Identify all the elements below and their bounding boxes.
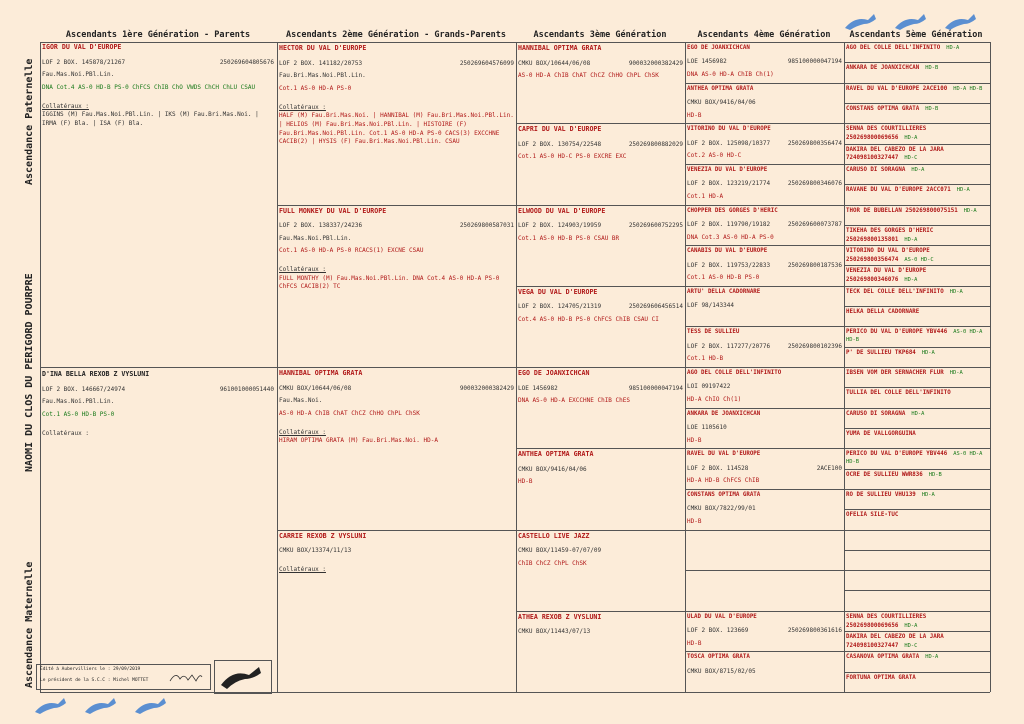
gen5-name: RO DE SULLIEU VHU139 [846, 491, 916, 498]
gen5-tests: HD-B [928, 471, 942, 478]
gen2-name: CARRIE REXOB Z VYSLUNI [279, 531, 367, 540]
gen3-tests: Cot.1 AS-0 HD-B PS-0 CSAU BR [518, 234, 620, 242]
gen2-collat [279, 566, 514, 575]
gen5-name: VENEZIA DU VAL D'EUROPE 250269800346076 [846, 268, 927, 284]
gen4-tests: Cot.2 AS-0 HD-C [687, 152, 742, 160]
gen2-reg: CMKU BOX/13374/11/13 [279, 547, 352, 555]
gen4-reg: LOF 2 BOX. 125098/10377 [687, 139, 771, 147]
gen5-tests: HD-A [946, 45, 960, 51]
gen4-reg: LOF 98/143344 [687, 302, 734, 310]
gen5-cell-17 [846, 389, 988, 405]
gen4-chip: 985100000047194 [787, 58, 842, 66]
gen2-reg-row [279, 547, 514, 556]
gen3-cell-3 [518, 288, 683, 365]
gen4-reg: LOF 2 BOX. 123669 [687, 627, 749, 635]
gen4-name: CHOPPER DES GORGES D'HERIC [687, 207, 778, 214]
gen2-desc: Fau.Mas.Noi.PBl.Lin. [279, 234, 352, 242]
gen3-reg-row [518, 466, 683, 475]
gen2-tests: AS-0 HD-A ChIB ChAT ChCZ ChHO ChPL ChSK [279, 409, 420, 417]
gen5-cell-2 [846, 85, 988, 101]
gen5-cell-7 [846, 186, 988, 202]
gen1-dam-name: D'INA BELLA REXOB Z VYSLUNI [42, 370, 150, 378]
gen3-reg: LOF 2 BOX. 124705/21319 [518, 303, 602, 311]
gen5-tests: HD-A [921, 491, 935, 498]
gen5-name: AGO DEL COLLE DELL'INFINITO [846, 45, 941, 51]
gen1-sire-tests: DNA Cot.4 AS-0 HD-B PS-0 ChFCS ChIB ChO VWDS ChCH ChLU CSAU [42, 83, 256, 91]
gen4-reg-row [687, 221, 842, 230]
gen2-name: FULL MONKEY DU VAL D'EUROPE [279, 206, 387, 215]
gen5-cell-3 [846, 105, 988, 121]
gen5-tests: HD-C [904, 642, 918, 649]
gen5-name: SENNA DES COURTILLIERES 250269800069656 [846, 126, 927, 142]
gen2-cell-2 [279, 369, 514, 528]
gen3-cell-4 [518, 369, 683, 446]
gen3-chip: 985100000047194 [628, 384, 683, 392]
gen5-name: DAKIRA DEL CABEZO DE LA JARA 724098100327447 [846, 146, 944, 162]
gen5-name: SENNA DES COURTILLIERES 250269800069656 [846, 613, 927, 629]
gen4-cell-15 [687, 653, 842, 690]
gen2-collat-text: HIRAM OPTIMA GRATA (M) Fau.Bri.Mas.Noi. HD-A [279, 437, 438, 445]
gen4-tests: Cot.1 HD-B [687, 355, 724, 363]
gen1-sire-collat-label: Collatéraux : [42, 102, 89, 110]
side-label-paternal: Ascendance Paternelle [24, 58, 35, 185]
gen5-name: TULLIA DEL COLLE DELL'INFINITO [846, 390, 951, 397]
gen2-collat [279, 429, 514, 446]
gen2-tests: Cot.1 AS-0 HD-A PS-0 [279, 84, 352, 92]
gen5-cell-16 [846, 369, 988, 385]
gen5-tests: HD-A [911, 410, 925, 417]
gen4-reg-row [687, 383, 842, 392]
gen5-tests: HD-A [925, 654, 939, 661]
gen4-cell-1 [687, 85, 842, 122]
gen5-name: ANKARA DE JOANXICHCAN [846, 65, 920, 72]
gen5-cell-11 [846, 267, 988, 283]
gen5-cell-18 [846, 410, 988, 426]
gen5-name: THOR DE BUBELLAN 250269800075151 [846, 207, 958, 214]
gen3-tests: AS-0 HD-A ChIB ChAT ChCZ ChHO ChPL ChSK [518, 72, 659, 80]
gen4-tests: HD-A ChIO Ch(1) [687, 396, 742, 404]
gen5-cell-15 [846, 349, 988, 365]
gen5-name: CASANOVA OPTIMA GRATA [846, 654, 920, 661]
gen2-chip: 250269604576099 [459, 59, 514, 67]
gen5-cell-13 [846, 308, 988, 324]
gen4-name: ANTHEA OPTIMA GRATA [687, 85, 754, 92]
gen4-cell-8 [687, 369, 842, 406]
signature-icon [168, 669, 204, 685]
gen4-chip: 250269800102396 [787, 342, 842, 350]
gen3-reg: CMKU BOX/9416/04/06 [518, 465, 587, 473]
gen5-cell-21 [846, 471, 988, 487]
gen4-tests: DNA Cot.3 AS-0 HD-A PS-0 [687, 233, 774, 241]
gen3-reg: CMKU BOX/11443/07/13 [518, 628, 591, 636]
gen3-tests: Cot.1 AS-0 HD-C PS-0 EXCRE EXC [518, 153, 627, 161]
gen5-tests: HD-B [925, 65, 939, 72]
gen4-tests: HD-B [687, 639, 702, 647]
gen1-dam-reg: LOF 2 BOX. 146667/24974 [42, 385, 126, 393]
gen2-desc: Fau.Bri.Mas.Noi.PBl.Lin. [279, 72, 366, 80]
gen4-reg: LOF 2 BOX. 117277/20776 [687, 342, 771, 350]
gen2-reg: LOF 2 BOX. 141182/20753 [279, 59, 363, 67]
gen4-cell-9 [687, 410, 842, 447]
gen4-tests: HD-B [687, 436, 702, 444]
gen5-name: TECK DEL COLLE DELL'INFINITO [846, 288, 944, 295]
gen1-sire-collat-text: IGGINS (M) Fau.Mas.Noi.PBl.Lin. | IKS (M) Fau.Bri.Mas.Noi. | IRMA (F) Bla. | ISA (F) Bla. [42, 111, 259, 127]
gen3-reg-row [518, 385, 683, 394]
gen4-name: TOSCA OPTIMA GRATA [687, 654, 750, 661]
gen4-cell-2 [687, 125, 842, 162]
gen5-name: DAKIRA DEL CABEZO DE LA JARA 724098100327447 [846, 634, 944, 649]
gen5-name: CARUSO DI SORAGNA [846, 410, 906, 417]
gen3-cell-6 [518, 532, 683, 609]
gen5-name: OFELIA SILE-TUC [846, 512, 899, 519]
gen5-name: IBSEN VOM DER SERNACHER FLUR [846, 370, 944, 376]
gen4-tests: HD-A HD-B ChFCS ChIB [687, 477, 760, 485]
gen1-dam-collat-label: Collatéraux : [42, 429, 89, 437]
gen4-name: CONSTANS OPTIMA GRATA [687, 491, 761, 498]
gen2-tests: Cot.1 AS-0 HD-A PS-0 RCACS(1) EXCNE CSAU [279, 247, 424, 255]
gen5-tests: HD-A HD-B [953, 85, 983, 92]
gen5-cell-10 [846, 247, 988, 263]
gen5-cell-20 [846, 450, 988, 466]
gen2-collat [279, 266, 514, 292]
gen3-reg: CMKU BOX/10644/06/08 [518, 59, 591, 67]
gen5-name: VITORINO DU VAL D'EUROPE 250269800356474 [846, 248, 930, 263]
gen2-reg-row [279, 222, 514, 231]
gen5-tests: HD-B [925, 105, 939, 112]
gen5-cell-0 [846, 44, 988, 60]
gen2-collat-text: FULL MONTHY (M) Fau.Mas.Noi.PBl.Lin. DNA Cot.4 AS-0 HD-A PS-0 ChFCS CACIB(2) TC [279, 274, 500, 291]
gen3-name: EGO DE JOANXICHCAN [518, 369, 590, 377]
gen2-desc: Fau.Mas.Noi. [279, 397, 323, 405]
gen4-cell-7 [687, 328, 842, 365]
gen3-reg-row [518, 60, 683, 69]
gen3-chip: 250269606456514 [628, 303, 683, 311]
gen5-name: HELKA DELLA CADORNARE [846, 309, 920, 316]
gen3-chip: 250269800882029 [628, 140, 683, 148]
gen5-tests: HD-A [956, 187, 970, 194]
gen3-cell-7 [518, 613, 683, 690]
gen3-reg-row [518, 628, 683, 637]
gen4-reg: LOI 09197422 [687, 383, 731, 391]
gen5-cell-14 [846, 328, 988, 344]
gen2-collat-text: HALF (M) Fau.Bri.Mas.Noi. | HANNIBAL (M) Fau.Bri.Mas.Noi.PBl.Lin. | HELIOS (M) Fau.Bri.Mas.Noi.PBl.Lin. | HISTOIRE (F) Fau.Bri.Mas.Noi.PBl.Lin. Cot.1 AS-0 HD-A PS-0 CACS(3) EXCCHNE CACIB(2) | HYSIS (F) Fau.Bri.Mas.Noi.PBl.Lin. CSAU [279, 112, 514, 146]
gen4-name: AGO DEL COLLE DELL'INFINITO [687, 370, 782, 376]
gen2-collat-label: Collatéraux : [279, 565, 326, 573]
gen4-chip: 250269800361616 [787, 627, 842, 635]
gen4-reg: LOF 2 BOX. 123219/21774 [687, 180, 771, 188]
gen3-name: HANNIBAL OPTIMA GRATA [518, 44, 602, 52]
gen4-name: ARTU' DELLA CADORNARE [687, 288, 761, 295]
gen4-reg: CMKU BOX/8715/02/05 [687, 667, 756, 675]
gen4-reg: CMKU BOX/9416/04/06 [687, 99, 756, 107]
gen3-name: ANTHEA OPTIMA GRATA [518, 450, 594, 459]
side-label-subject: NAOMI DU CLOS DU PERIGORD POURPRE [24, 273, 35, 472]
gen1-dam-desc: Fau.Mas.Noi.PBl.Lin. [42, 398, 115, 406]
gen5-cell-30 [846, 653, 988, 669]
gen5-cell-22 [846, 491, 988, 507]
gen5-name: TIKEHA DES GORGES D'HERIC 250269800135801 [846, 227, 934, 243]
gen4-cell-11 [687, 491, 842, 528]
gen5-cell-19 [846, 430, 988, 446]
gen3-cell-5 [518, 450, 683, 527]
header-gen1: Ascendants 1ère Génération - Parents [65, 30, 251, 40]
gen4-name: VITORINO DU VAL D'EUROPE [687, 126, 771, 133]
gen5-tests: HD-A [949, 288, 963, 295]
gen3-reg-row [518, 547, 683, 556]
gen5-name: CARUSO DI SORAGNA [846, 166, 906, 173]
gen5-cell-28 [846, 613, 988, 629]
gen4-name: EGO DE JOANXICHCAN [687, 45, 750, 51]
gen5-cell-8 [846, 207, 988, 223]
scc-dog-icon [215, 661, 271, 693]
gen4-reg-row [687, 505, 842, 514]
gen3-reg-row [518, 141, 683, 150]
gen4-reg-row [687, 627, 842, 636]
gen2-collat-label: Collatéraux : [279, 266, 326, 274]
gen2-collat [279, 104, 514, 147]
gen4-tests: HD-B [687, 517, 702, 525]
gen4-reg: LOF 2 BOX. 119753/22833 [687, 261, 771, 269]
gen5-cell-5 [846, 146, 988, 162]
gen4-reg: CMKU BOX/7822/99/01 [687, 505, 756, 513]
gen3-name: CAPRI DU VAL D'EUROPE [518, 125, 602, 134]
gen5-cell-25 [846, 552, 988, 568]
gen4-chip: 250269600073787 [787, 220, 842, 228]
gen4-cell-10 [687, 450, 842, 487]
gen5-cell-4 [846, 125, 988, 141]
gen5-name: P' DE SULLIEU TKP684 [846, 349, 916, 356]
gen4-cell-6 [687, 288, 842, 325]
gen5-cell-23 [846, 511, 988, 527]
gen1-sire-name: IGOR DU VAL D'EUROPE [42, 43, 122, 51]
gen3-tests: ChIB ChCZ ChPL ChSK [518, 559, 587, 567]
gen4-cell-3 [687, 166, 842, 203]
gen5-name: CONSTANS OPTIMA GRATA [846, 105, 920, 112]
gen4-reg: LOE 1456982 [687, 58, 727, 66]
gen2-cell-0 [279, 44, 514, 203]
gen5-tests: HD-A [904, 236, 918, 243]
gen2-reg-row [279, 60, 514, 69]
gen5-name: RAVEL DU VAL D'EUROPE 2ACE100 [846, 85, 948, 92]
gen4-name: RAVEL DU VAL D'EUROPE [687, 451, 761, 458]
gen2-reg: CMKU BOX/10644/06/08 [279, 384, 352, 392]
gen5-tests: AS-0 HD-A HD-B [846, 451, 983, 466]
gen2-reg: LOF 2 BOX. 138337/24236 [279, 222, 363, 230]
header-gen5: Ascendants 5ème Génération [849, 30, 983, 40]
gen4-cell-14 [687, 613, 842, 650]
gen4-reg-row [687, 668, 842, 677]
stamp-line2: Le président de la S.C.C : Michel MOTTET [40, 678, 149, 683]
gen5-tests: AS-0 HD-A HD-B [846, 329, 983, 344]
gen4-chip: 2ACE100 [816, 464, 842, 472]
gen5-name: FORTUNA OPTIMA GRATA [846, 674, 916, 681]
gen3-tests: DNA AS-0 HD-A EXCCHNE ChIB ChES [518, 397, 630, 405]
gen4-reg-row [687, 58, 842, 67]
gen4-cell-13 [687, 572, 842, 609]
gen4-tests: HD-B [687, 111, 702, 119]
gen3-reg: LOE 1456982 [518, 384, 558, 392]
gen4-tests: Cot.1 HD-A [687, 192, 724, 200]
gen3-name: ATHEA REXOB Z VYSLUNI [518, 612, 602, 621]
gen3-reg-row [518, 222, 683, 231]
gen4-reg-row [687, 262, 842, 271]
gen5-cell-31 [846, 674, 988, 690]
gen5-cell-29 [846, 633, 988, 649]
gen4-reg-row [687, 140, 842, 149]
gen4-reg-row [687, 343, 842, 352]
gen4-reg-row [687, 424, 842, 433]
gen2-name: HECTOR DU VAL D'EUROPE [279, 44, 367, 52]
gen5-tests: HD-A [949, 370, 963, 376]
gen3-cell-1 [518, 125, 683, 202]
gen3-name: CASTELLO LIVE JAZZ [518, 531, 590, 540]
gen5-cell-27 [846, 592, 988, 608]
gen1-sire-desc: Fau.Mas.Noi.PBl.Lin. [42, 71, 115, 79]
gen4-tests: Cot.1 AS-0 HD-B PS-0 [687, 274, 760, 282]
gen3-chip: 250269600752295 [628, 222, 683, 230]
stamp-line1: Édité à Aubervilliers le : 29/09/2019 [40, 667, 141, 672]
gen5-cell-24 [846, 532, 988, 548]
gen4-chip: 250269800187536 [787, 261, 842, 269]
gen5-tests: HD-A [911, 166, 925, 173]
gen1-dam-tests: Cot.1 AS-0 HD-B PS-0 [42, 410, 115, 418]
gen5-tests: AS-0 HD-C [904, 256, 934, 263]
gen4-cell-12 [687, 532, 842, 569]
gen4-name: CANABIS DU VAL D'EUROPE [687, 248, 768, 255]
gen2-chip: 900032000382429 [459, 384, 514, 392]
gen5-name: YUMA DE VALLGORGUINA [846, 430, 916, 437]
gen5-name: OCRE DE SULLIEU WWR836 [846, 471, 923, 478]
gen4-tests: DNA AS-0 HD-A ChIB Ch(1) [687, 71, 774, 79]
gen4-name: ANKARA DE JOANXICHCAN [687, 410, 761, 417]
gen1-sire-collat [42, 103, 274, 129]
gen5-tests: HD-A [904, 277, 918, 284]
header-gen2: Ascendants 2ème Génération - Grands-Parents [285, 30, 507, 40]
header-gen3: Ascendants 3ème Génération [533, 30, 667, 40]
gen3-reg-row [518, 303, 683, 312]
gen3-name: VEGA DU VAL D'EUROPE [518, 287, 598, 296]
gen3-cell-2 [518, 207, 683, 284]
gen4-name: TESS DE SULLIEU [687, 329, 740, 336]
gen5-cell-9 [846, 227, 988, 243]
gen4-reg: LOE 1105610 [687, 424, 727, 432]
gen3-reg: CMKU BOX/11459-07/07/09 [518, 547, 602, 555]
gen5-tests: HD-A [963, 207, 977, 214]
gen4-chip: 250269800356474 [787, 139, 842, 147]
gen5-name: RAVANE DU VAL D'EUROPE 2ACC071 [846, 187, 951, 194]
gen5-cell-6 [846, 166, 988, 182]
gen5-cell-26 [846, 572, 988, 588]
gen3-cell-0 [518, 44, 683, 121]
scc-logo [214, 660, 272, 694]
gen2-name: HANNIBAL OPTIMA GRATA [279, 369, 363, 377]
gen4-reg: LOF 2 BOX. 119790/19182 [687, 220, 771, 228]
gen5-name: PERICO DU VAL D'EUROPE YBV446 [846, 451, 948, 458]
gen1-sire-reg: LOF 2 BOX. 145878/21267 [42, 58, 126, 66]
gen2-collat-label: Collatéraux : [279, 428, 326, 436]
gen5-tests: HD-A [904, 135, 918, 142]
gen5-cell-12 [846, 288, 988, 304]
issue-stamp [36, 664, 211, 690]
gen5-name: PERICO DU VAL D'EUROPE YBV446 [846, 329, 948, 336]
gen4-reg: LOF 2 BOX. 114528 [687, 464, 749, 472]
gen2-reg-row [279, 385, 514, 394]
gen3-chip: 900032000382429 [628, 59, 683, 67]
gen4-name: ULAD DU VAL D'EUROPE [687, 613, 757, 620]
gen5-tests: HD-A [921, 349, 935, 356]
gen3-tests: Cot.4 AS-0 HD-B PS-0 ChFCS ChIB CSAU CI [518, 315, 659, 323]
gen2-collat-label: Collatéraux : [279, 103, 326, 111]
gen2-cell-3 [279, 532, 514, 691]
gen1-dam-collat [42, 430, 274, 439]
gen4-cell-5 [687, 247, 842, 284]
gen5-tests: HD-C [904, 155, 918, 162]
gen5-tests: HD-A [904, 622, 918, 629]
header-gen4: Ascendants 4ème Génération [697, 30, 831, 40]
gen4-cell-4 [687, 207, 842, 244]
gen4-reg-row [687, 302, 842, 311]
gen2-chip: 250269800587031 [459, 222, 514, 230]
gen4-name: VENEZIA DU VAL D'EUROPE [687, 166, 768, 173]
gen4-chip: 250269800346076 [787, 180, 842, 188]
side-label-maternal: Ascendance Maternelle [24, 561, 35, 688]
gen1-dam [42, 370, 274, 690]
gen1-dam-chip: 961001000051440 [219, 385, 274, 393]
gen4-cell-0 [687, 44, 842, 81]
gen3-reg: LOF 2 BOX. 124903/19959 [518, 222, 602, 230]
gen1-sire-chip: 250269604805676 [219, 58, 274, 66]
gen4-reg-row [687, 180, 842, 189]
gen3-reg: LOF 2 BOX. 130754/22548 [518, 140, 602, 148]
dog-logo-icons-bottom [30, 694, 180, 718]
gen5-cell-1 [846, 64, 988, 80]
gen3-name: ELWOOD DU VAL D'EUROPE [518, 206, 606, 215]
gen2-cell-1 [279, 207, 514, 366]
gen1-sire [42, 43, 274, 365]
gen4-reg-row [687, 465, 842, 474]
gen3-tests: HD-B [518, 478, 533, 486]
gen4-reg-row [687, 99, 842, 108]
